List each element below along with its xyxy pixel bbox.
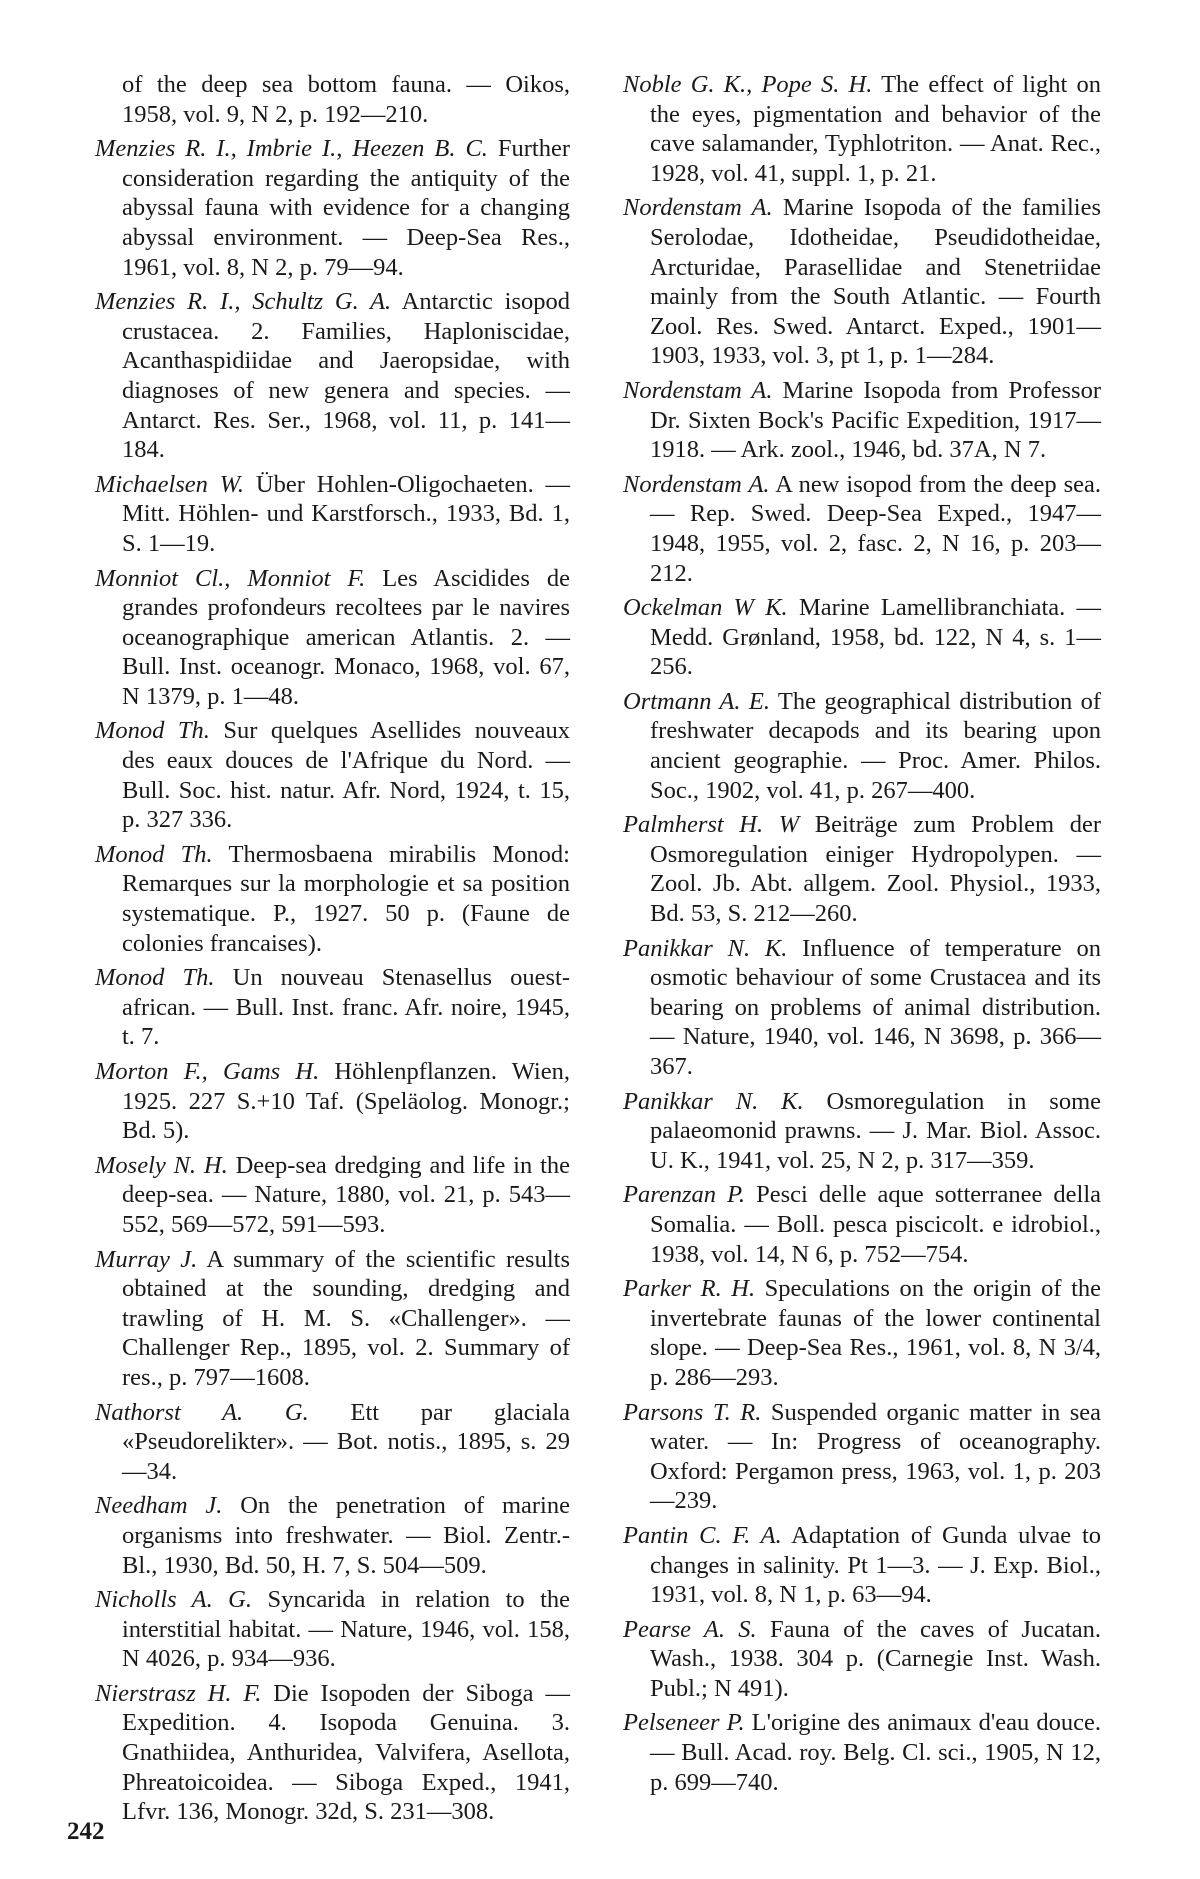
- reference-text: The geographical distribution of freshwater decapods and its bearing upon ancient geographie. — Proc. Amer. Philos. Soc., 1902, vol. 41, p. 267—400.: [650, 687, 1102, 804]
- reference-entry: [623, 593, 1101, 682]
- left-column: [95, 70, 570, 1832]
- reference-text: of the deep sea bottom fauna. — Oikos, 1958, vol. 9, N 2, p. 192—210.: [122, 71, 570, 128]
- reference-entry: [95, 1491, 570, 1580]
- reference-entry: [95, 716, 570, 834]
- reference-text: Antarctic isopod crustacea. 2. Families, Haploniscidae, Acanthaspidiidae and Jaeropsidae, with diagnoses of new genera and species. — Antarct. Res. Ser., 1968, vol. 11, p. 141—184.: [122, 288, 570, 464]
- reference-text: Adaptation of Gunda ulvae to changes in salinity. Pt 1—3. — J. Exp. Biol., 1931, vol. 8, N 1, p. 63—94.: [650, 1521, 1101, 1609]
- reference-text: Beiträge zum Problem der Osmoregulation einiger Hydropolypen. — Zool. Jb. Abt. allgem. Zool. Physiol., 1933, Bd. 53, S. 212—260.: [650, 811, 1101, 928]
- reference-author: Monniot Cl., Monniot F.: [95, 564, 366, 592]
- reference-entry: [623, 1521, 1101, 1610]
- reference-entry: [623, 1274, 1101, 1392]
- reference-author: Monod Th.: [95, 717, 210, 745]
- reference-entry: [623, 193, 1101, 371]
- reference-author: Nathorst A. G.: [95, 1398, 309, 1426]
- reference-entry: [623, 1180, 1101, 1269]
- reference-text: A summary of the scientific results obtained at the sounding, dredging and trawling of H. M. S. «Challenger». — Challenger Rep., 1895, vol. 2. Summary of res., p. 797—1608.: [122, 1245, 570, 1391]
- reference-entry: [95, 1398, 570, 1487]
- reference-entry: [95, 134, 570, 282]
- reference-author: Nordenstam A.: [623, 194, 773, 222]
- reference-text: Syncarida in relation to the interstitial habitat. — Nature, 1946, vol. 158, N 4026, p. 934—936.: [122, 1586, 570, 1673]
- reference-text: Über Hohlen-Oligochaeten. — Mitt. Höhlen- und Karstforsch., 1933, Bd. 1, S. 1—19.: [122, 470, 571, 557]
- reference-text: Osmoregulation in some palaeomonid prawns. — J. Mar. Biol. Assoc. U. K., 1941, vol. 25, N 2, p. 317—359.: [650, 1087, 1101, 1174]
- reference-entry: [95, 470, 570, 559]
- reference-entry: [623, 810, 1101, 928]
- reference-author: Needham J.: [95, 1492, 223, 1520]
- reference-author: Parenzan P.: [623, 1181, 745, 1209]
- reference-entry: [95, 1679, 570, 1827]
- reference-author: Pantin C. F. A.: [623, 1521, 782, 1549]
- reference-text: Die Isopoden der Siboga — Expedition. 4. Isopoda Genuina. 3. Gnathiidea, Anthuridea, Valvifera, Asellota, Phreatoicoidea. — Siboga Exped., 1941, Lfvr. 136, Monogr. 32d, S. 231—308.: [122, 1679, 570, 1826]
- reference-entry: [95, 70, 570, 129]
- reference-text: Thermosbaena mirabilis Monod: Remarques sur la morphologie et sa position systematique. P., 1927. 50 p. (Faune de colonies francaises).: [122, 840, 570, 957]
- reference-author: Nierstrasz H. F.: [95, 1679, 262, 1707]
- reference-text: Marine Isopoda of the families Serolodae, Idotheidae, Pseudidotheidae, Arcturidae, Parasellidae and Stenetriidae mainly from the South Atlantic. — Fourth Zool. Res. Swed. Antarct. Exped., 1901—1903, 1933, vol. 3, pt 1, p. 1—284.: [650, 194, 1101, 370]
- reference-text: Suspended organic matter in sea water. — In: Progress of oceanography. Oxford: Pergamon press, 1963, vol. 1, p. 203—239.: [650, 1398, 1101, 1515]
- reference-author: Nordenstam A.: [623, 470, 770, 498]
- reference-author: Nordenstam A.: [623, 376, 773, 404]
- reference-author: Morton F., Gams H.: [95, 1058, 320, 1085]
- reference-author: Panikkar N. K.: [623, 1087, 804, 1115]
- reference-author: Monod Th.: [95, 840, 213, 868]
- reference-entry: [95, 840, 570, 958]
- reference-entry: [623, 470, 1101, 588]
- reference-text: Further consideration regarding the antiquity of the abyssal fauna with evidence for a changing abyssal environment. — Deep-Sea Res., 1961, vol. 8, N 2, p. 79—94.: [122, 135, 570, 281]
- reference-text: On the penetration of marine organisms into freshwater. — Biol. Zentr.-Bl., 1930, Bd. 50, H. 7, S. 504—509.: [122, 1492, 570, 1579]
- reference-author: Menzies R. I., Imbrie I., Heezen B. C.: [95, 135, 488, 163]
- reference-author: Ortmann A. E.: [623, 687, 770, 715]
- reference-text: The effect of light on the eyes, pigmentation and behavior of the cave salamander, Typhlotriton. — Anat. Rec., 1928, vol. 41, suppl. 1, p. 21.: [650, 71, 1101, 187]
- reference-entry: [623, 1615, 1101, 1704]
- reference-author: Pelseneer P.: [623, 1709, 745, 1737]
- reference-text: Deep-sea dredging and life in the deep-sea. — Nature, 1880, vol. 21, p. 543—552, 569—572, 591—593.: [122, 1151, 570, 1238]
- reference-text: Marine Lamellibranchiata. — Medd. Grønland, 1958, bd. 122, N 4, s. 1—256.: [650, 594, 1102, 681]
- reference-text: Höhlenpflanzen. Wien, 1925. 227 S.+10 Taf. (Speläolog. Monogr.; Bd. 5).: [122, 1058, 570, 1145]
- reference-text: L'origine des animaux d'eau douce. — Bull. Acad. roy. Belg. Cl. sci., 1905, N 12, p. 699—740.: [650, 1709, 1101, 1796]
- reference-entry: [95, 1245, 570, 1393]
- reference-author: Panikkar N. K.: [623, 934, 788, 962]
- reference-entry: [95, 1151, 570, 1240]
- reference-author: Parsons T. R.: [623, 1398, 762, 1426]
- reference-entry: [623, 1398, 1101, 1516]
- reference-entry: [623, 1708, 1101, 1797]
- reference-text: Influence of temperature on osmotic behaviour of some Crustacea and its bearing on problems of animal distribution. — Nature, 1940, vol. 146, N 3698, p. 366—367.: [650, 934, 1101, 1080]
- reference-entry: [95, 287, 570, 465]
- reference-text: Les Ascidides de grandes profondeurs recoltees par le navires oceanographique american Atlantis. 2. — Bull. Inst. oceanogr. Monaco, 1968, vol. 67, N 1379, p. 1—48.: [122, 564, 570, 710]
- reference-text: Fauna of the caves of Jucatan. Wash., 1938. 304 p. (Carnegie Inst. Wash. Publ.; N 491).: [650, 1615, 1102, 1702]
- reference-entry: [95, 1585, 570, 1674]
- reference-entry: [95, 963, 570, 1052]
- reference-entry: [623, 687, 1101, 805]
- reference-text: Marine Isopoda from Professor Dr. Sixten Bock's Pacific Expedition, 1917—1918. — Ark. zool., 1946, bd. 37A, N 7.: [650, 376, 1101, 464]
- reference-entry: [95, 564, 570, 712]
- reference-text: Un nouveau Stenasellus ouest-african. — Bull. Inst. franc. Afr. noire, 1945, t. 7.: [122, 964, 570, 1051]
- reference-text: Speculations on the origin of the invertebrate faunas of the lower continental slope. — Deep-Sea Res., 1961, vol. 8, N 3/4, p. 286—293.: [650, 1275, 1102, 1391]
- reference-entry: [95, 1057, 570, 1146]
- reference-author: Noble G. K., Pope S. H.: [623, 71, 873, 98]
- right-column: [623, 70, 1101, 1802]
- reference-author: Palmherst H. W: [623, 811, 800, 839]
- reference-entry: [623, 1087, 1101, 1176]
- reference-text: A new isopod from the deep sea. — Rep. Swed. Deep-Sea Exped., 1947—1948, 1955, vol. 2, fasc. 2, N 16, p. 203—212.: [650, 470, 1102, 587]
- reference-text: Sur quelques Asellides nouveaux des eaux douces de l'Afrique du Nord. — Bull. Soc. hist. natur. Afr. Nord, 1924, t. 15, p. 327 336.: [122, 717, 571, 834]
- reference-author: Murray J.: [95, 1245, 198, 1273]
- reference-entry: [623, 934, 1101, 1082]
- reference-author: Mosely N. H.: [95, 1151, 228, 1179]
- page-number: 242: [67, 1818, 105, 1845]
- reference-author: Michaelsen W.: [95, 470, 245, 498]
- reference-entry: [623, 70, 1101, 188]
- reference-author: Nicholls A. G.: [95, 1586, 252, 1614]
- reference-author: Ockelman W K.: [623, 594, 788, 622]
- reference-author: Menzies R. I., Schultz G. A.: [95, 288, 392, 316]
- reference-author: Monod Th.: [95, 964, 215, 992]
- reference-text: Pesci delle aque sotterranee della Somalia. — Boll. pesca piscicolt. e idrobiol., 1938, vol. 14, N 6, p. 752—754.: [650, 1181, 1102, 1268]
- reference-entry: [623, 376, 1101, 465]
- reference-author: Parker R. H.: [623, 1275, 756, 1303]
- reference-author: Pearse A. S.: [623, 1615, 757, 1643]
- reference-text: Ett par glaciala «Pseudorelikter». — Bot. notis., 1895, s. 29—34.: [122, 1398, 571, 1485]
